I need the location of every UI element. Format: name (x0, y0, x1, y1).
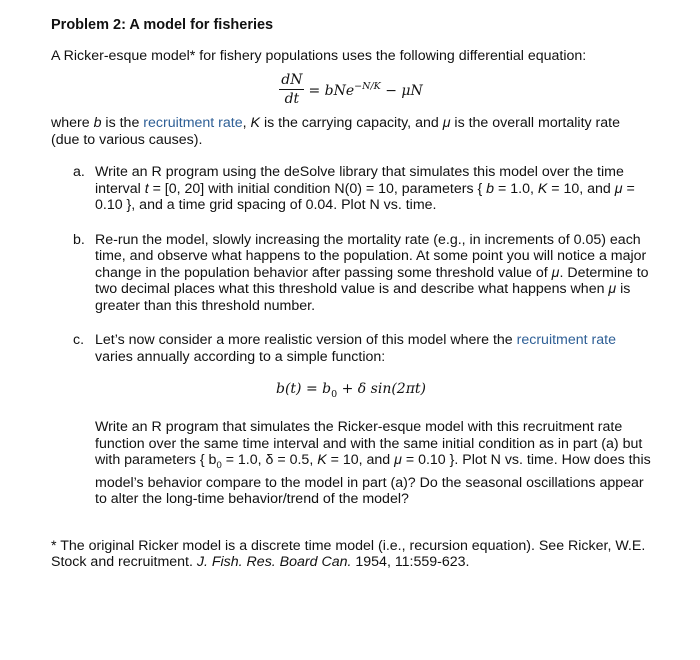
qc-text-1: Let’s now consider a more realistic version of this model where the (95, 332, 517, 348)
question-b (51, 232, 651, 315)
recruitment-function-equation (51, 381, 651, 403)
recruitment-rate-term: recruitment rate (143, 115, 243, 131)
differential-equation (51, 72, 651, 107)
qa-text-3: = 1.0, (494, 180, 538, 197)
qa-text-5: = 0.10 }, and a time grid spacing of 0.04. Plot N vs. time. (95, 180, 635, 213)
qa-var-k: K (537, 180, 548, 197)
where-var-k: K (250, 115, 260, 131)
question-a-marker: a. (73, 164, 85, 180)
eq-numerator: dN (281, 72, 303, 88)
eq2-subscript: 0 (331, 388, 338, 400)
footnote-journal: J. Fish. Res. Board Can. (196, 554, 352, 571)
footnote-text-1: * The original Ricker model is a discrete time model (i.e., recursion equation). See Ricker, W.E. Stock and recruitment. (51, 537, 646, 571)
eq-rhs-post: − μN (380, 83, 423, 100)
qc-recruitment-rate-term: recruitment rate (516, 332, 616, 348)
qc-paragraph-2 (95, 419, 651, 507)
eq2-lhs: b(t) = b (275, 381, 332, 397)
footnote-text-2: 1954, 11:559-623. (351, 554, 470, 571)
qb-var-mu-2: μ (608, 281, 617, 297)
where-text-5: is the overall mortality rate (due to various causes). (51, 115, 620, 148)
where-text-3: , (242, 115, 251, 131)
qa-var-b: b (486, 180, 495, 197)
qc-var-k: K (317, 452, 327, 469)
footnote (51, 538, 651, 571)
qc-p-4: = 0.10 }. Plot N vs. time. How does this model’s behavior compare to the model in part (a)? Do the seasonal oscillations appear to alter the long-time behavior/trend of the model? (95, 452, 651, 508)
where-text-1: where (51, 115, 94, 131)
qa-text-1: Write an R program using the deSolve library that simulates this model over the time interval (95, 164, 624, 197)
qc-subscript: 0 (216, 460, 222, 472)
eq-exponent: −N/K (354, 81, 381, 93)
where-text-2: is the (101, 115, 144, 131)
question-c (51, 332, 651, 508)
question-a (51, 164, 651, 214)
qa-text-2: = [0, 20] with initial condition N(0) = 10, parameters { (148, 180, 487, 197)
qb-var-mu-1: μ (551, 264, 560, 281)
qc-var-mu: μ (394, 452, 402, 469)
qc-p-2: = 1.0, δ = 0.5, (221, 452, 318, 469)
eq-right-hand-side (308, 79, 422, 100)
where-text-4: is the carrying capacity, and (260, 115, 443, 131)
where-var-b: b (93, 115, 102, 131)
qa-var-t: t (144, 180, 149, 197)
qc-p-3: = 10, and (326, 452, 395, 469)
qc-p-1: Write an R program that simulates the Ricker-esque model with this recruitment rate function over the same time interval and with the same initial condition as in part (a) but with parameters { b (95, 419, 643, 469)
eq2-rhs: + δ sin(2πt) (337, 381, 426, 397)
question-c-marker: c. (73, 332, 85, 348)
question-list (51, 164, 651, 508)
qb-text-2: . Determine to two decimal places what this threshold value is and describe what happens when (95, 264, 649, 297)
qb-text-1: Re-run the model, slowly increasing the mortality rate (e.g., in increments of 0.05) each time, and observe what happens to the population. At some point you will notice a major change in the population behavior after passing some threshold value of (95, 231, 647, 281)
problem-title: Problem 2: A model for fisheries (51, 17, 274, 33)
qa-text-4: = 10, and (547, 180, 615, 197)
qb-text-3: is greater than this threshold number. (95, 281, 631, 314)
eq-denominator: dt (284, 91, 300, 107)
intro-text: A Ricker-esque model* for fishery populations uses the following differential equation: (51, 47, 587, 64)
where-var-mu: μ (442, 115, 451, 131)
problem-page (51, 17, 651, 571)
qc-text-2: varies annually according to a simple function: (95, 348, 386, 365)
where-paragraph (51, 115, 651, 148)
qa-var-mu: μ (614, 180, 623, 197)
eq-rhs-pre: = bNe (308, 83, 355, 100)
derivative-fraction (279, 72, 304, 107)
question-b-marker: b. (73, 231, 85, 248)
